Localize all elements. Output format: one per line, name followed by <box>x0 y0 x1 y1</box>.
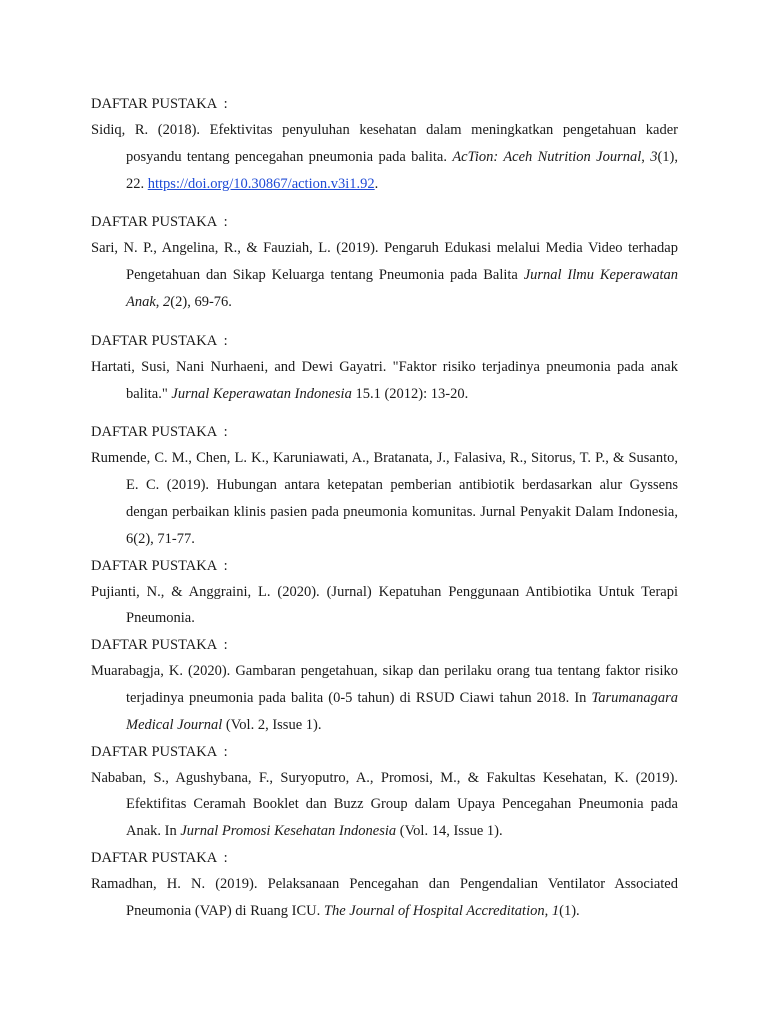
italic-text: 1 <box>551 902 560 919</box>
reference-block-4 <box>91 419 678 552</box>
reference-text: Nababan, S., Agushybana, F., Suryoputro, A., Promosi, M., & Fakultas Kesehatan, K. (2019). Efektifitas Ceramah Booklet dan Buzz Group dalam Upaya Pencegahan Pneumonia pada Anak. In <box>91 769 678 840</box>
section-heading: DAFTAR PUSTAKA : <box>91 214 228 231</box>
reference-entry <box>91 871 678 925</box>
reference-block-7 <box>91 739 678 845</box>
reference-block-8 <box>91 845 678 925</box>
reference-block-1 <box>91 91 678 197</box>
section-heading: DAFTAR PUSTAKA : <box>91 637 228 654</box>
reference-text: Muarabagja, K. (2020). Gambaran pengetahuan, sikap dan perilaku orang tua tentang faktor risiko terjadinya pneumonia pada balita (0-5 tahun) di RSUD Ciawi tahun 2018. In <box>91 663 678 706</box>
section-heading: DAFTAR PUSTAKA : <box>91 849 228 866</box>
reference-text: , <box>155 293 164 310</box>
reference-block-6 <box>91 632 678 738</box>
reference-entry <box>91 354 678 408</box>
section-heading: DAFTAR PUSTAKA : <box>91 743 228 760</box>
section-heading: DAFTAR PUSTAKA : <box>91 557 228 574</box>
italic-text: The Journal of Hospital Accreditation <box>323 902 545 919</box>
italic-text: Jurnal Keperawatan Indonesia <box>171 385 352 402</box>
reference-text: Ramadhan, H. N. (2019). Pelaksanaan Pencegahan dan Pengendalian Ventilator Associated Pneumonia (VAP) di Ruang ICU. <box>91 875 678 919</box>
section-heading: DAFTAR PUSTAKA : <box>91 96 228 112</box>
italic-text: Jurnal Ilmu Keperawatan Anak <box>126 267 678 310</box>
italic-text: AcTion: Aceh Nutrition Journal <box>452 148 642 165</box>
reference-text: (2), 69-76. <box>170 293 232 310</box>
italic-text: 3 <box>650 148 658 165</box>
reference-entry <box>91 117 678 197</box>
reference-entry <box>91 235 678 315</box>
section-heading: DAFTAR PUSTAKA : <box>91 332 228 349</box>
document-page <box>91 91 678 925</box>
italic-text: 2 <box>163 293 171 310</box>
doi-link[interactable]: https://doi.org/10.30867/action.v3i1.92 <box>147 175 375 192</box>
reference-text: (Vol. 14, Issue 1). <box>396 823 503 840</box>
reference-text: 15.1 (2012): 13-20. <box>351 385 469 402</box>
reference-entry <box>91 765 678 845</box>
reference-text: , <box>641 148 651 165</box>
reference-block-5 <box>91 553 678 633</box>
reference-text: Pujianti, N., & Anggraini, L. (2020). (Jurnal) Kepatuhan Penggunaan Antibiotika Untuk Terapi Pneumonia. <box>91 583 678 627</box>
reference-entry <box>91 445 678 552</box>
reference-entry <box>91 658 678 738</box>
italic-text: Tarumanagara Medical Journal <box>126 689 678 733</box>
reference-text: (1). <box>559 902 580 919</box>
reference-text: Rumende, C. M., Chen, L. K., Karuniawati, A., Bratanata, J., Falasiva, R., Sitorus, T. P., & Susanto, E. C. (2019). Hubungan antara ketepatan pemberian antibiotik berdasarkan alur Gyssens dengan perbaikan klinis pasien pada pneumonia komunitas. Jurnal Penyakit Dalam Indonesia, 6(2), 71-77. <box>91 450 678 547</box>
reference-block-2 <box>91 209 678 315</box>
reference-text: (Vol. 2, Issue 1). <box>222 716 322 733</box>
reference-text: Sari, N. P., Angelina, R., & Fauziah, L. (2019). Pengaruh Edukasi melalui Media Video terhadap Pengetahuan dan Sikap Keluarga tentang Pneumonia pada Balita <box>91 240 678 284</box>
reference-text: Hartati, Susi, Nani Nurhaeni, and Dewi Gayatri. "Faktor risiko terjadinya pneumonia pada anak balita." <box>91 358 678 402</box>
italic-text: Jurnal Promosi Kesehatan Indonesia <box>180 823 397 840</box>
reference-entry <box>91 579 678 633</box>
reference-block-3 <box>91 328 678 408</box>
reference-text: . <box>374 175 379 192</box>
reference-text: , <box>544 902 552 919</box>
reference-text: (1), 22. <box>126 148 679 192</box>
section-heading: DAFTAR PUSTAKA : <box>91 424 228 441</box>
reference-text: Sidiq, R. (2018). Efektivitas penyuluhan kesehatan dalam meningkatkan pengetahuan kader posyandu tentang pencegahan pneumonia pada balita. <box>91 122 678 165</box>
